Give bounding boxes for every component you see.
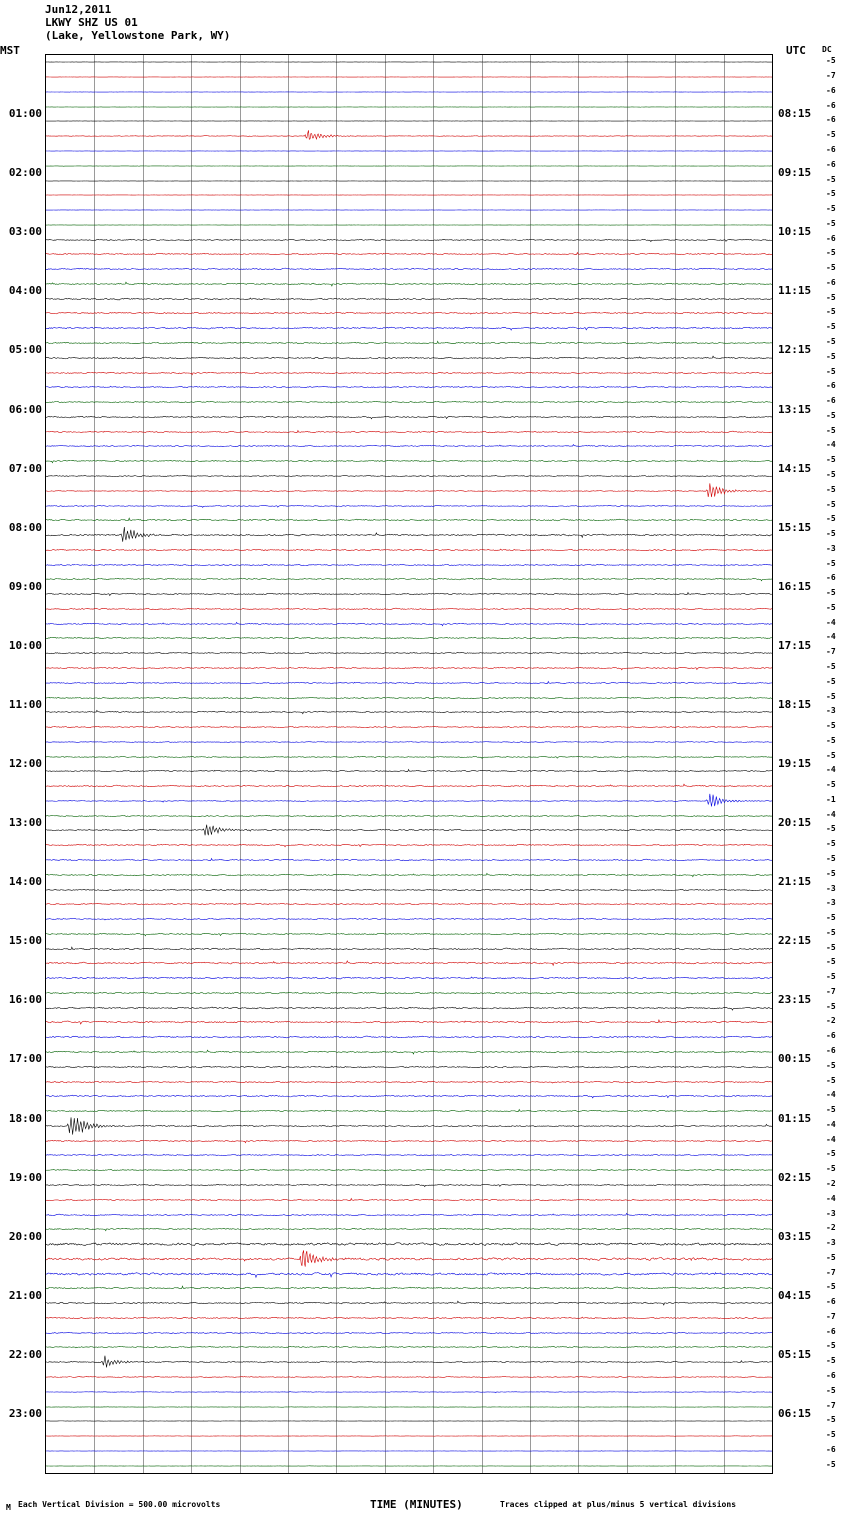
trace-row: [46, 1220, 772, 1238]
trace-row: [46, 1058, 772, 1076]
trace-row: [46, 1013, 772, 1031]
trace-row: [46, 1324, 772, 1342]
x-axis-ticks: [0, 1478, 850, 1492]
trace-row: [46, 1457, 772, 1475]
trace-row: [46, 570, 772, 588]
trace-row: [46, 1309, 772, 1327]
trace-row: [46, 1383, 772, 1401]
trace-row: [46, 260, 772, 278]
dc-value: -5: [826, 484, 836, 494]
trace-row: [46, 615, 772, 633]
dc-value: -4: [826, 632, 836, 642]
dc-value: -5: [826, 455, 836, 465]
dc-value: -7: [826, 71, 836, 81]
dc-value: -5: [826, 1341, 836, 1351]
trace-row: [46, 511, 772, 529]
dc-value: -6: [826, 233, 836, 243]
hour-label-utc: 13:15: [778, 402, 812, 416]
trace-row: [46, 954, 772, 972]
hour-label-mst: 13:00: [8, 816, 42, 830]
dc-value: -5: [826, 1105, 836, 1115]
dc-value: -6: [826, 145, 836, 154]
hour-label-mst: 23:00: [8, 1406, 42, 1420]
dc-value: -6: [826, 85, 836, 95]
trace-row: [46, 1279, 772, 1297]
grid-line-minute: [94, 55, 95, 1473]
trace-row: [46, 910, 772, 928]
dc-value: -4: [826, 1119, 836, 1129]
trace-row: [46, 112, 772, 130]
hour-label-utc: 19:15: [778, 757, 812, 770]
trace-row: [46, 807, 772, 825]
dc-value: -5: [826, 410, 836, 420]
hour-label-utc: 06:15: [778, 1406, 812, 1420]
dc-value: -1: [826, 794, 836, 804]
grid-line-minute: [336, 55, 337, 1473]
dc-value: -5: [826, 322, 836, 332]
dc-value: -5: [826, 529, 836, 539]
dc-value: -4: [826, 1090, 836, 1100]
dc-value: -5: [826, 514, 836, 524]
dc-value: -4: [826, 617, 836, 627]
dc-value: -6: [826, 396, 836, 406]
trace-row: [46, 1176, 772, 1194]
hour-label-mst: 21:00: [8, 1288, 42, 1302]
trace-row: [46, 526, 772, 544]
dc-value: -6: [826, 1326, 836, 1336]
trace-row: [46, 644, 772, 662]
trace-row: [46, 703, 772, 721]
hour-label-utc: 21:15: [778, 875, 812, 889]
trace-row: [46, 836, 772, 854]
dc-value: -7: [826, 1267, 836, 1277]
dc-value: -6: [826, 573, 836, 583]
trace-row: [46, 201, 772, 219]
trace-row: [46, 895, 772, 913]
dc-value: -4: [826, 440, 836, 450]
hour-label-utc: 01:15: [778, 1111, 812, 1125]
grid-line-minute: [482, 55, 483, 1473]
hour-label-utc: 03:15: [778, 1229, 812, 1243]
dc-value: -2: [826, 1016, 836, 1026]
microvolt-symbol: M: [6, 1503, 11, 1512]
dc-value: -3: [826, 543, 836, 553]
dc-value: -5: [826, 854, 836, 863]
dc-value: -6: [826, 1031, 836, 1041]
dc-value: -5: [826, 721, 836, 731]
hour-label-utc: 11:15: [778, 284, 812, 298]
x-axis-title: TIME (MINUTES): [370, 1498, 463, 1511]
trace-row: [46, 231, 772, 249]
dc-value: -5: [826, 1356, 836, 1366]
hour-label-utc: 04:15: [778, 1288, 812, 1302]
trace-row: [46, 83, 772, 101]
dc-value: -3: [826, 706, 836, 716]
trace-row: [46, 408, 772, 426]
trace-row: [46, 866, 772, 884]
trace-row: [46, 659, 772, 677]
hour-label-mst: 10:00: [8, 638, 42, 652]
dc-value: -5: [826, 558, 836, 568]
dc-value: -5: [826, 1252, 836, 1262]
trace-row: [46, 1206, 772, 1224]
header-station: LKWY SHZ US 01: [45, 16, 138, 29]
hour-label-mst: 15:00: [8, 934, 42, 948]
dc-value: -5: [826, 307, 836, 317]
dc-value: -5: [826, 602, 836, 612]
hour-label-mst: 03:00: [8, 225, 42, 239]
trace-row: [46, 437, 772, 455]
trace-row: [46, 999, 772, 1017]
grid-line-minute: [675, 55, 676, 1473]
scale-note: Each Vertical Division = 500.00 microvolts: [18, 1500, 221, 1509]
trace-row: [46, 969, 772, 987]
dc-value: -5: [826, 1164, 836, 1174]
dc-value: -5: [826, 927, 836, 937]
hour-label-utc: 10:15: [778, 225, 812, 239]
trace-row: [46, 142, 772, 160]
dc-value: -6: [826, 159, 836, 169]
trace-row: [46, 393, 772, 411]
dc-value: -5: [826, 248, 836, 258]
hour-label-mst: 11:00: [8, 697, 42, 711]
trace-row: [46, 556, 772, 574]
dc-value: -4: [826, 809, 836, 819]
trace-row: [46, 452, 772, 470]
hour-label-mst: 19:00: [8, 1170, 42, 1184]
hour-label-utc: 18:15: [778, 697, 812, 711]
dc-value: -6: [826, 381, 836, 391]
footer: [0, 1500, 850, 1520]
dc-column-label: DC: [822, 45, 832, 54]
right-axis-label: UTC: [786, 44, 806, 57]
dc-value: -5: [826, 1075, 836, 1085]
dc-value: -6: [826, 277, 836, 287]
dc-value: -6: [826, 1370, 836, 1380]
grid-line-minute: [240, 55, 241, 1473]
dc-value: -5: [826, 868, 836, 878]
trace-row: [46, 1235, 772, 1253]
trace-row: [46, 1412, 772, 1430]
dc-value: -3: [826, 898, 836, 908]
trace-row: [46, 1353, 772, 1371]
trace-row: [46, 541, 772, 559]
trace-row: [46, 423, 772, 441]
dc-value: -5: [826, 1282, 836, 1292]
dc-value: -5: [826, 1001, 836, 1011]
hour-label-mst: 14:00: [8, 875, 42, 889]
dc-value: -5: [826, 1415, 836, 1425]
dc-value: -3: [826, 883, 836, 893]
dc-value: -5: [826, 56, 836, 66]
hour-label-utc: 23:15: [778, 993, 812, 1007]
dc-value: -5: [826, 366, 836, 376]
trace-row: [46, 349, 772, 367]
trace-row: [46, 585, 772, 603]
trace-row: [46, 1338, 772, 1356]
dc-value: -4: [826, 765, 836, 775]
trace-row: [46, 157, 772, 175]
trace-row: [46, 127, 772, 145]
dc-value: -5: [826, 469, 836, 479]
grid-line-minute: [627, 55, 628, 1473]
dc-value: -5: [826, 661, 836, 671]
trace-row: [46, 748, 772, 766]
hour-label-mst: 18:00: [8, 1111, 42, 1125]
trace-row: [46, 1146, 772, 1164]
trace-row: [46, 186, 772, 204]
trace-row: [46, 1028, 772, 1046]
hour-label-utc: 22:15: [778, 934, 812, 948]
trace-row: [46, 1265, 772, 1283]
hour-label-mst: 08:00: [8, 520, 42, 534]
helicorder-plot: [45, 54, 773, 1474]
dc-value: -5: [826, 913, 836, 923]
dc-value: -4: [826, 1193, 836, 1203]
dc-value: -5: [826, 1060, 836, 1070]
trace-row: [46, 1102, 772, 1120]
hour-label-mst: 05:00: [8, 343, 42, 357]
hour-label-utc: 14:15: [778, 461, 812, 475]
dc-value: -5: [826, 957, 836, 967]
dc-value: -2: [826, 1178, 836, 1188]
trace-row: [46, 1250, 772, 1268]
dc-value: -5: [826, 1430, 836, 1440]
grid-line-minute: [143, 55, 144, 1473]
grid-line-minute: [724, 55, 725, 1473]
dc-value: -7: [826, 986, 836, 996]
grid-line-minute: [530, 55, 531, 1473]
dc-value: -7: [826, 1400, 836, 1410]
dc-value: -5: [826, 839, 836, 849]
dc-value: -3: [826, 1238, 836, 1248]
hour-label-utc: 08:15: [778, 107, 812, 121]
trace-row: [46, 1161, 772, 1179]
trace-row: [46, 689, 772, 707]
trace-row: [46, 53, 772, 71]
dc-value: -5: [826, 735, 836, 745]
dc-value: -5: [826, 218, 836, 228]
trace-row: [46, 1442, 772, 1460]
grid-line-minute: [385, 55, 386, 1473]
trace-row: [46, 600, 772, 618]
clip-note: Traces clipped at plus/minus 5 vertical divisions: [500, 1500, 737, 1509]
dc-value: -5: [826, 1385, 836, 1395]
trace-row: [46, 881, 772, 899]
dc-value: -6: [826, 1297, 836, 1307]
dc-value: -5: [826, 942, 836, 952]
trace-row: [46, 245, 772, 263]
dc-value: -5: [826, 1149, 836, 1159]
hour-label-mst: 01:00: [8, 107, 42, 121]
dc-value: -5: [826, 351, 836, 361]
trace-row: [46, 497, 772, 515]
trace-row: [46, 275, 772, 293]
header-location: (Lake, Yellowstone Park, WY): [45, 29, 231, 42]
dc-value: -6: [826, 100, 836, 110]
trace-row: [46, 334, 772, 352]
trace-row: [46, 984, 772, 1002]
trace-row: [46, 1368, 772, 1386]
dc-value: -5: [826, 780, 836, 790]
trace-row: [46, 1132, 772, 1150]
trace-row: [46, 1117, 772, 1135]
hour-label-utc: 16:15: [778, 579, 812, 593]
trace-row: [46, 792, 772, 810]
trace-row: [46, 777, 772, 795]
grid-line-minute: [191, 55, 192, 1473]
dc-value: -5: [826, 337, 836, 347]
trace-row: [46, 674, 772, 692]
hour-label-utc: 17:15: [778, 638, 812, 652]
hour-label-mst: 20:00: [8, 1229, 42, 1243]
trace-row: [46, 1087, 772, 1105]
dc-value: -6: [826, 1444, 836, 1454]
grid-line-minute: [433, 55, 434, 1473]
dc-value: -5: [826, 174, 836, 184]
dc-value: -4: [826, 1134, 836, 1144]
dc-value: -5: [826, 292, 836, 302]
trace-row: [46, 216, 772, 234]
trace-row: [46, 718, 772, 736]
hour-label-mst: 09:00: [8, 579, 42, 593]
trace-row: [46, 364, 772, 382]
trace-row: [46, 1073, 772, 1091]
hour-label-mst: 22:00: [8, 1347, 42, 1361]
trace-row: [46, 1427, 772, 1445]
trace-row: [46, 467, 772, 485]
dc-value: -5: [826, 691, 836, 701]
trace-row: [46, 733, 772, 751]
dc-value: -5: [826, 130, 836, 140]
hour-label-utc: 12:15: [778, 343, 812, 357]
trace-row: [46, 482, 772, 500]
trace-row: [46, 762, 772, 780]
dc-value: -5: [826, 263, 836, 273]
hour-label-mst: 16:00: [8, 993, 42, 1007]
dc-value: -5: [826, 425, 836, 435]
hour-label-utc: 00:15: [778, 1052, 812, 1066]
dc-value: -5: [826, 499, 836, 509]
hour-label-mst: 04:00: [8, 284, 42, 298]
dc-value: -3: [826, 1208, 836, 1218]
hour-label-utc: 02:15: [778, 1170, 812, 1184]
hour-label-mst: 12:00: [8, 757, 42, 770]
hour-label-utc: 20:15: [778, 816, 812, 830]
trace-row: [46, 851, 772, 869]
dc-value: -5: [826, 588, 836, 598]
trace-row: [46, 1398, 772, 1416]
trace-row: [46, 319, 772, 337]
dc-value: -6: [826, 115, 836, 125]
trace-row: [46, 98, 772, 116]
hour-label-mst: 06:00: [8, 402, 42, 416]
dc-value: -5: [826, 189, 836, 199]
dc-value: -7: [826, 1311, 836, 1321]
trace-row: [46, 1043, 772, 1061]
grid-line-minute: [578, 55, 579, 1473]
dc-value: -5: [826, 1459, 836, 1469]
dc-value: -5: [826, 824, 836, 834]
dc-value: -5: [826, 750, 836, 760]
dc-value: -5: [826, 676, 836, 686]
header-date: Jun12,2011: [45, 3, 112, 16]
dc-value: -5: [826, 972, 836, 982]
dc-value: -5: [826, 204, 836, 214]
dc-value: -6: [826, 1046, 836, 1056]
hour-label-utc: 09:15: [778, 166, 812, 180]
trace-row: [46, 940, 772, 958]
trace-row: [46, 629, 772, 647]
left-axis-label: MST: [0, 44, 20, 57]
hour-label-mst: 02:00: [8, 166, 42, 180]
trace-row: [46, 821, 772, 839]
trace-row: [46, 304, 772, 322]
trace-row: [46, 290, 772, 308]
trace-row: [46, 925, 772, 943]
hour-label-mst: 07:00: [8, 461, 42, 475]
trace-row: [46, 172, 772, 190]
trace-row: [46, 378, 772, 396]
trace-row: [46, 1294, 772, 1312]
hour-label-mst: 17:00: [8, 1052, 42, 1066]
dc-value: -7: [826, 647, 836, 657]
trace-row: [46, 1191, 772, 1209]
trace-row: [46, 68, 772, 86]
grid-line-minute: [288, 55, 289, 1473]
hour-label-utc: 15:15: [778, 520, 812, 534]
hour-label-utc: 05:15: [778, 1347, 812, 1361]
dc-value: -2: [826, 1223, 836, 1233]
